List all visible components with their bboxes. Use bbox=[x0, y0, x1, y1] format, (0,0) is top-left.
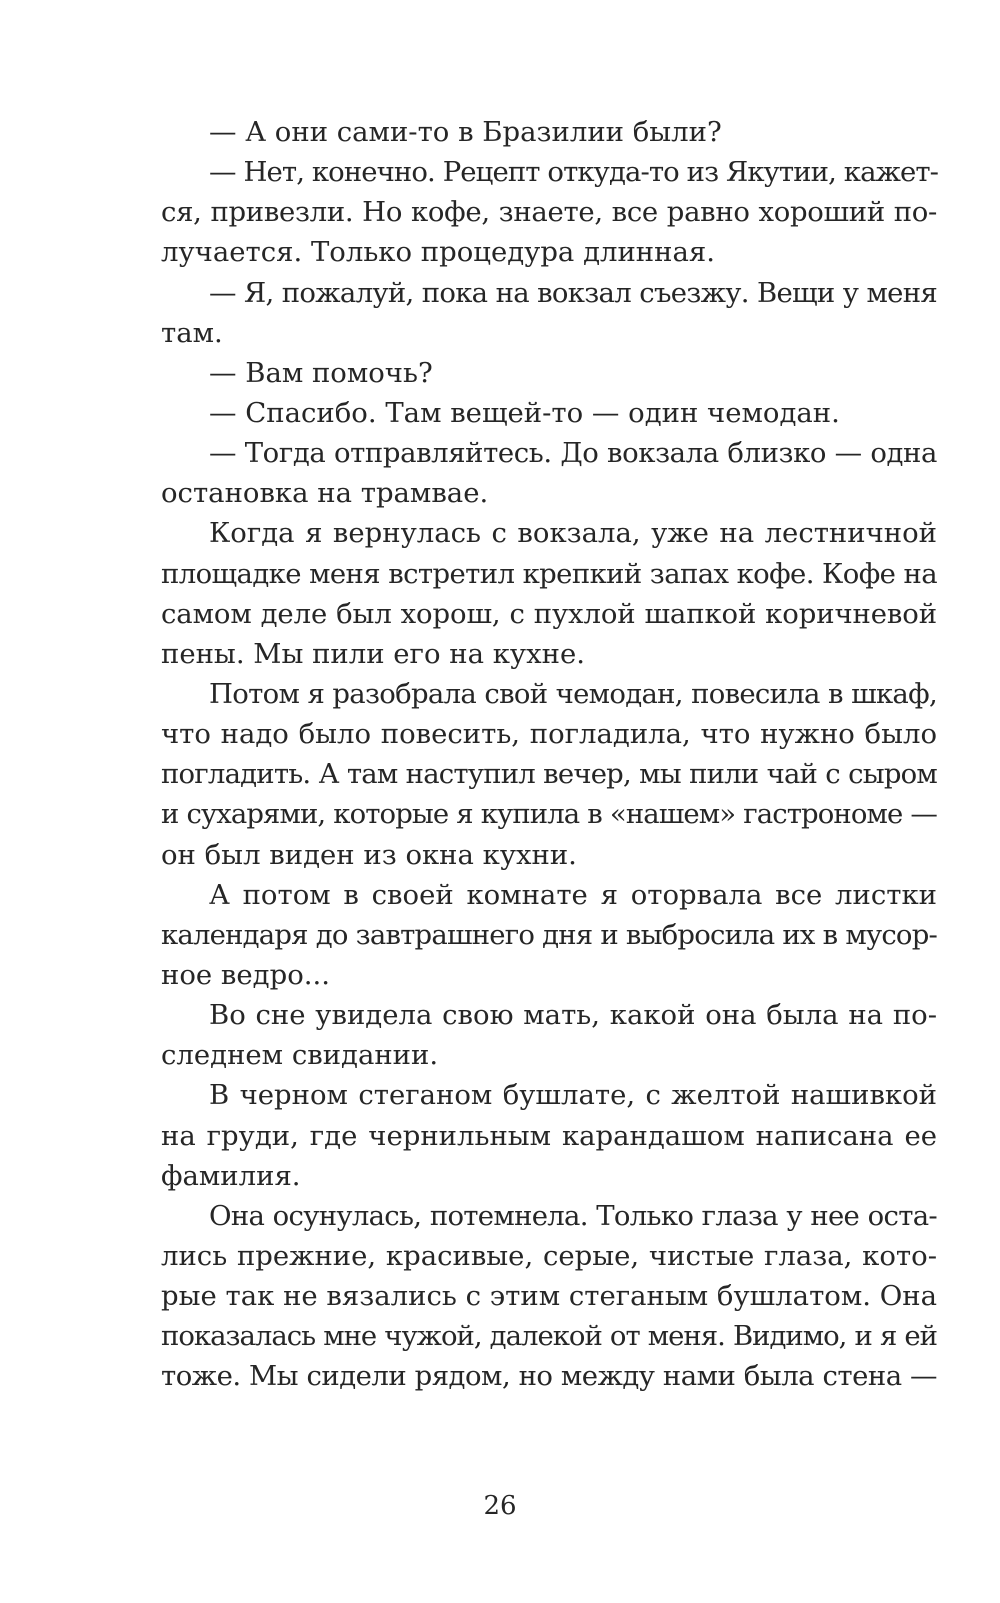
page-number: 26 bbox=[483, 1491, 517, 1521]
text-line: Во сне увидела свою мать, какой она была на по- bbox=[209, 999, 937, 1032]
text-line: он был виден из окна кухни. bbox=[161, 838, 577, 871]
text-line: — Я, пожалуй, пока на вокзал съезжу. Вещи у меня bbox=[209, 276, 937, 309]
text-line: показалась мне чужой, далекой от меня. Видимо, и я ей bbox=[161, 1320, 937, 1353]
text-line: следнем свидании. bbox=[161, 1039, 439, 1072]
text-line: пены. Мы пили его на кухне. bbox=[161, 637, 585, 670]
text-line: В черном стеганом бушлате, с желтой нашивкой bbox=[209, 1079, 937, 1112]
text-line: Потом я разобрала свой чемодан, повесила в шкаф, bbox=[209, 677, 937, 710]
text-line: рые так не вязались с этим стеганым бушлатом. Она bbox=[161, 1280, 937, 1313]
text-line: ся, привезли. Но кофе, знаете, все равно хороший по- bbox=[161, 196, 937, 229]
text-line: ное ведро... bbox=[161, 958, 330, 991]
text-line: — Спасибо. Там вещей-то — один чемодан. bbox=[209, 396, 840, 429]
text-line: Она осунулась, потемнела. Только глаза у нее оста- bbox=[209, 1199, 937, 1232]
text-line: — Тогда отправляйтесь. До вокзала близко — одна bbox=[209, 437, 937, 470]
text-line: самом деле был хорош, с пухлой шапкой коричневой bbox=[161, 597, 937, 630]
text-line: лись прежние, красивые, серые, чистые глаза, кото- bbox=[161, 1239, 937, 1272]
text-line: лучается. Только процедура длинная. bbox=[161, 236, 715, 269]
text-line: на груди, где чернильным карандашом написана ее bbox=[161, 1119, 937, 1152]
text-line: погладить. А там наступил вечер, мы пили чай с сыром bbox=[161, 758, 937, 791]
body-text bbox=[161, 112, 937, 1397]
text-line: и сухарями, которые я купила в «нашем» гастрономе — bbox=[161, 798, 937, 831]
text-line: Когда я вернулась с вокзала, уже на лестничной bbox=[209, 517, 937, 550]
text-line: тоже. Мы сидели рядом, но между нами была стена — bbox=[161, 1360, 937, 1393]
text-line: остановка на трамвае. bbox=[161, 477, 489, 510]
text-line: фамилия. bbox=[161, 1159, 301, 1192]
text-line: площадке меня встретил крепкий запах кофе. Кофе на bbox=[161, 557, 937, 590]
text-line: календаря до завтрашнего дня и выбросила их в мусор- bbox=[161, 918, 937, 951]
text-line: там. bbox=[161, 316, 223, 349]
text-line: — Нет, конечно. Рецепт откуда-то из Якутии, кажет- bbox=[209, 156, 939, 189]
text-line: — А они сами-то в Бразилии были? bbox=[209, 116, 722, 148]
text-line: А потом в своей комнате я оторвала все листки bbox=[209, 878, 937, 911]
text-line: — Вам помочь? bbox=[209, 356, 433, 389]
text-line: что надо было повесить, погладила, что нужно было bbox=[161, 718, 937, 751]
